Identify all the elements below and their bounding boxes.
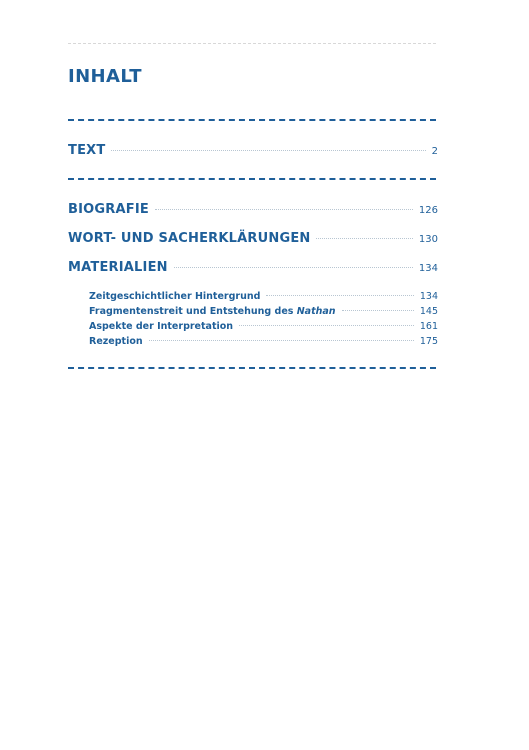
toc-entry-title: TEXT — [68, 143, 106, 158]
toc-subentry-rezeption[interactable] — [89, 336, 438, 347]
toc-subentry-fragmentenstreit[interactable] — [89, 306, 438, 317]
section-divider — [68, 119, 436, 121]
toc-subentry-title: Aspekte der Interpretation — [89, 321, 234, 332]
toc-subentry-zeitgeschichtlicher-hintergrund[interactable] — [89, 291, 438, 302]
dot-leader — [342, 310, 414, 311]
toc-entry-title: MATERIALIEN — [68, 260, 168, 275]
dot-leader — [155, 209, 413, 210]
toc-entry-wort-und-sacherklaerungen[interactable] — [68, 231, 438, 246]
toc-subentry-title — [89, 306, 336, 317]
toc-entry-title: WORT- UND SACHERKLÄRUNGEN — [68, 231, 311, 246]
toc-subentry-title-emphasis: Nathan — [296, 306, 336, 317]
dot-leader — [149, 340, 414, 341]
dot-leader — [266, 295, 413, 296]
toc-subentry-title-text: Fragmentenstreit und Entstehung des — [89, 306, 297, 317]
toc-subentry-page: 145 — [419, 306, 438, 317]
toc-entry-text[interactable] — [68, 143, 438, 158]
toc-entry-biografie[interactable] — [68, 202, 438, 217]
section-divider — [68, 367, 436, 369]
toc-subentry-aspekte-der-interpretation[interactable] — [89, 321, 438, 332]
toc-entry-materialien[interactable] — [68, 260, 438, 275]
toc-entry-title: BIOGRAFIE — [68, 202, 149, 217]
toc-entry-page: 2 — [431, 146, 438, 157]
toc-entry-page: 134 — [418, 263, 438, 274]
toc-entry-page: 126 — [418, 205, 438, 216]
top-divider — [68, 43, 436, 44]
toc-subentry-title: Rezeption — [89, 336, 143, 347]
toc-subentry-title: Zeitgeschichtlicher Hintergrund — [89, 291, 261, 302]
toc-subentry-page: 175 — [419, 336, 438, 347]
dot-leader — [174, 267, 413, 268]
toc-subentry-page: 134 — [419, 291, 438, 302]
section-divider — [68, 178, 436, 180]
toc-subentry-page: 161 — [419, 321, 438, 332]
dot-leader — [316, 238, 412, 239]
page-title: INHALT — [68, 66, 142, 87]
toc-entry-page: 130 — [418, 234, 438, 245]
dot-leader — [239, 325, 414, 326]
dot-leader — [111, 150, 425, 151]
